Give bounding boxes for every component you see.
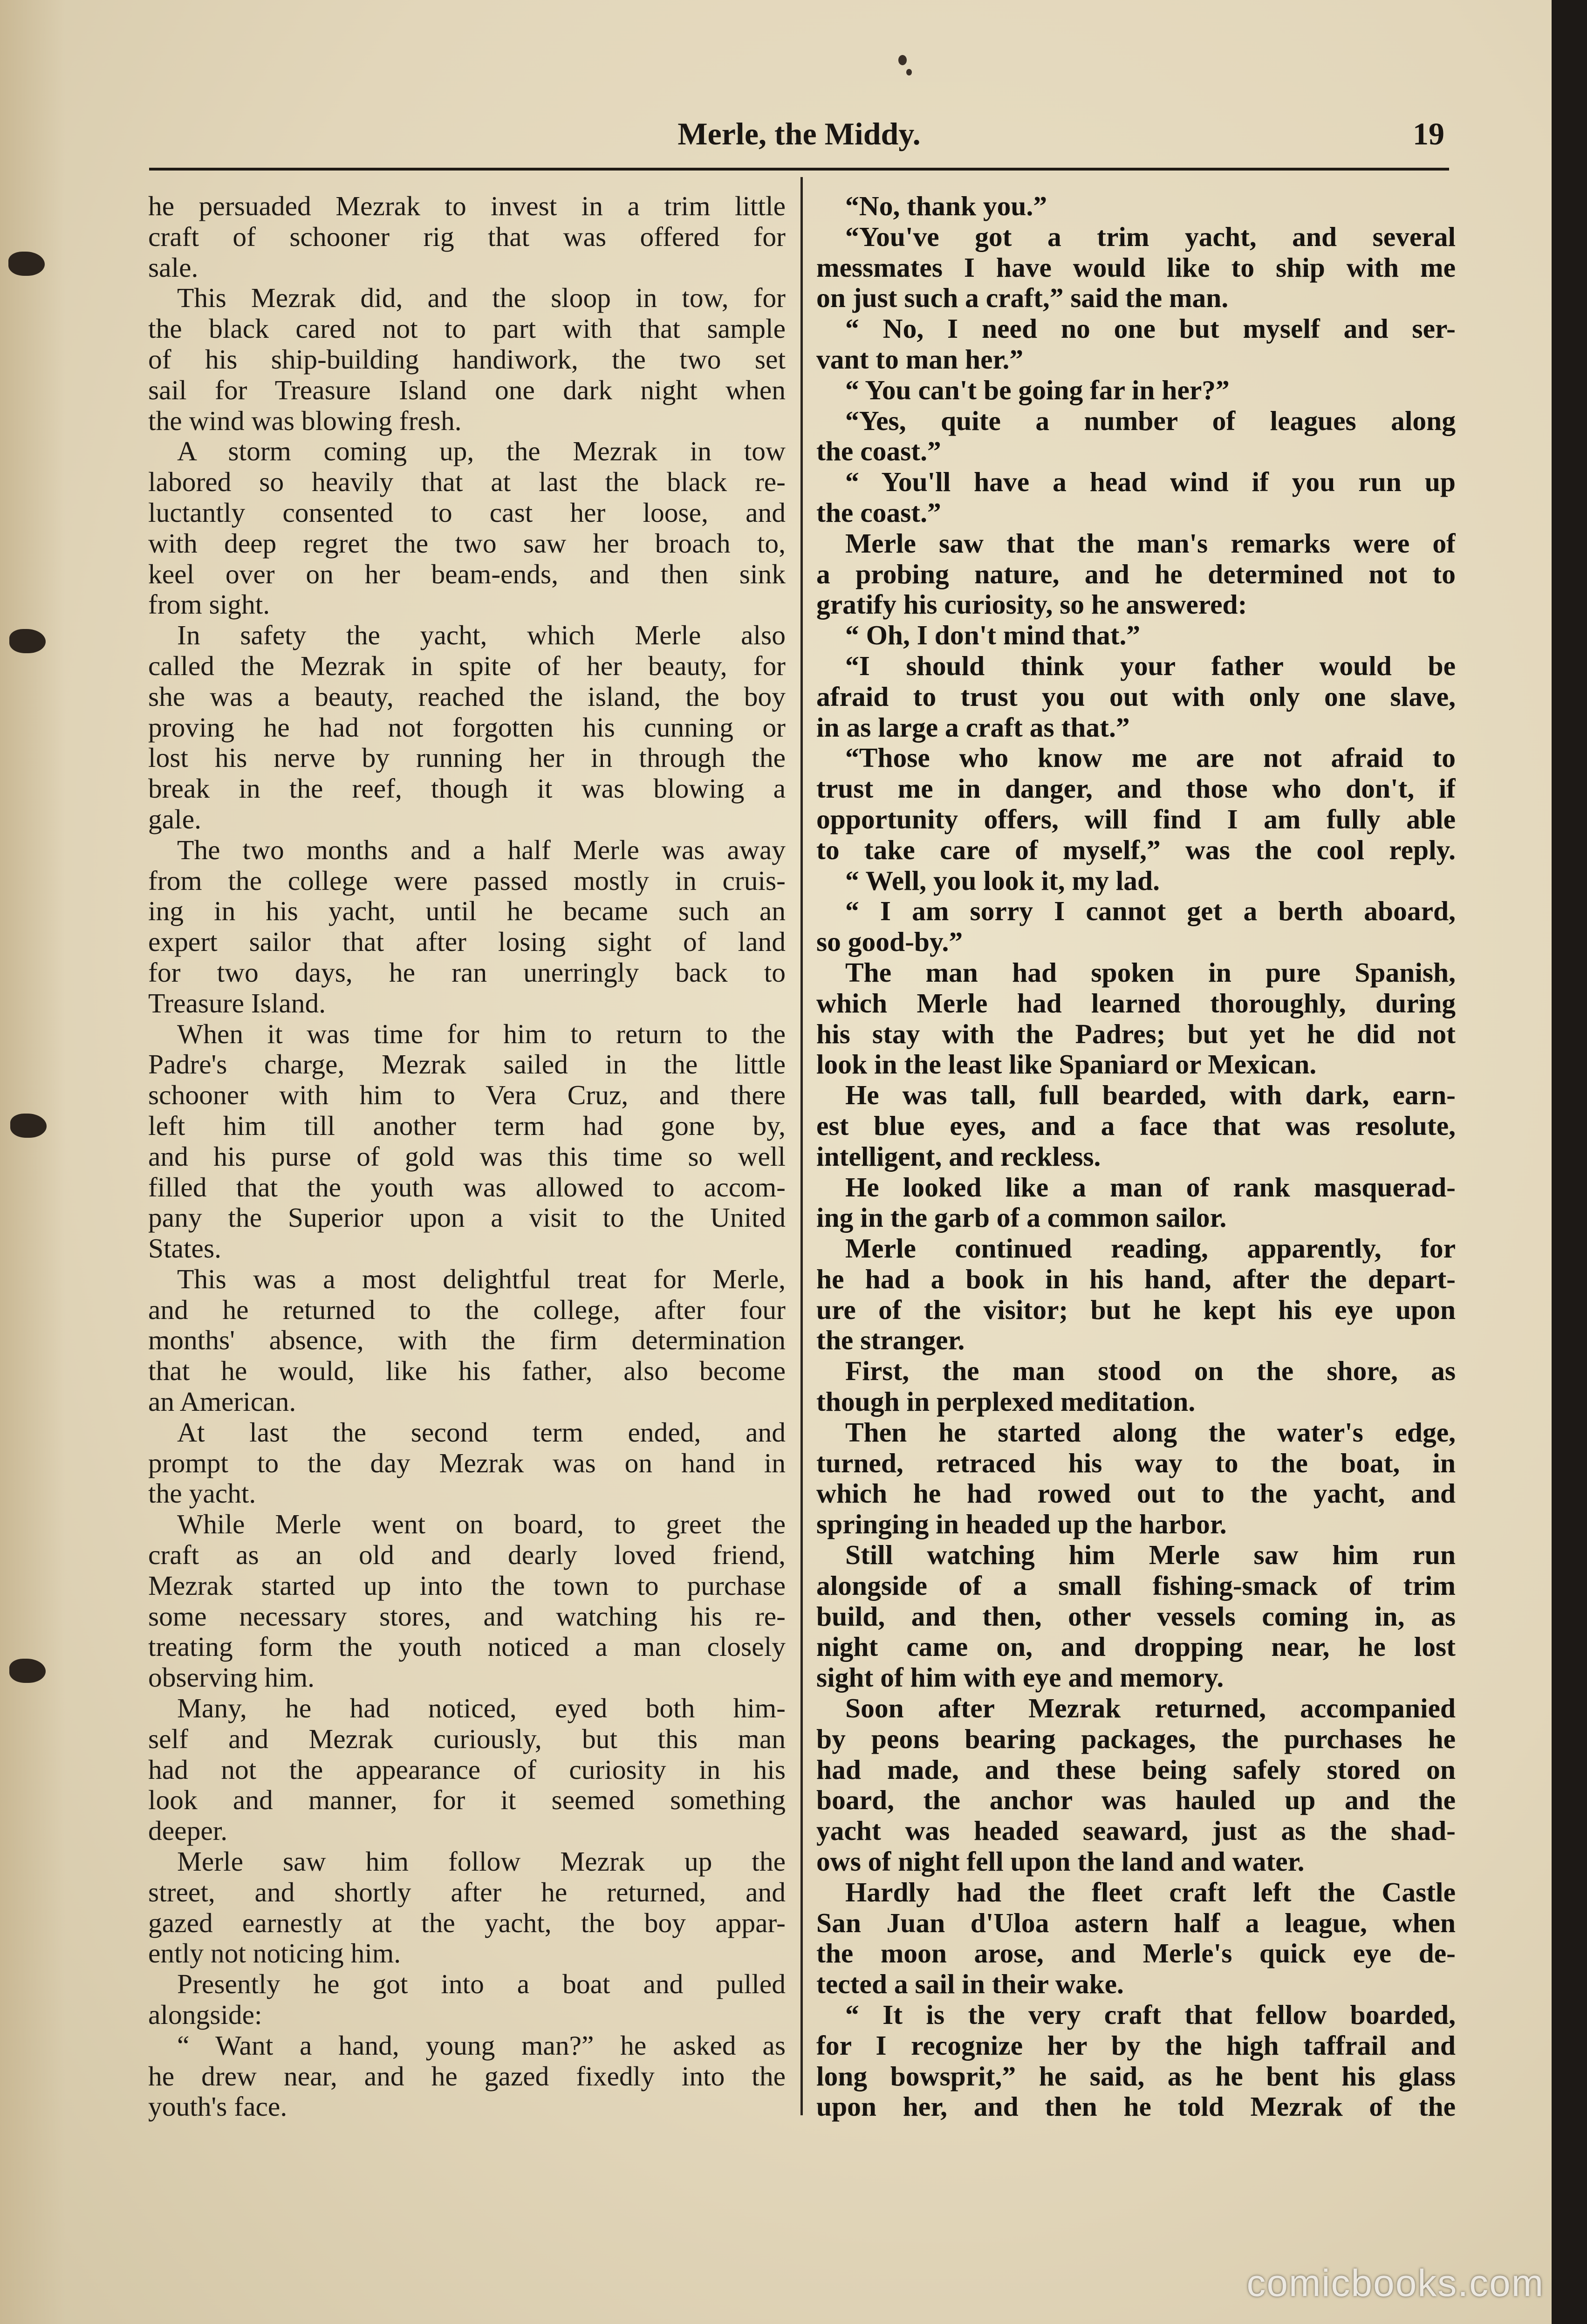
text-line: “ You can't be going far in her?” [845,375,1230,405]
text-line: self and Mezrak curiously, but this man [148,1723,786,1754]
text-line: youth's face. [148,2092,287,2122]
text-line: “You've got a trim yacht, and several [845,221,1456,252]
text-line: gale. [148,804,201,834]
text-line: Soon after Mezrak returned, accompanied [845,1693,1456,1724]
text-line: the black cared not to part with that sample [148,314,786,344]
text-line: proving he had not forgotten his cunning or [148,712,786,743]
text-line: yacht was headed seaward, just as the shad- [816,1816,1456,1846]
text-line: had made, and these being safely stored on [816,1754,1456,1785]
text-line: break in the reef, though it was blowing a [148,773,786,804]
text-line: Presently he got into a boat and pulled [177,1969,786,2000]
text-line: sale. [148,252,198,283]
text-line: some necessary stores, and watching his re- [148,1601,786,1632]
text-line: in as large a craft as that.” [816,712,1130,743]
text-line: alongside of a small fishing-smack of trim [816,1570,1456,1601]
text-line: Merle continued reading, apparently, for [845,1233,1456,1264]
text-line: ows of night fell upon the land and water. [816,1846,1305,1877]
text-line: “ Oh, I don't mind that.” [845,620,1141,651]
text-line: “ It is the very craft that fellow boarded, [845,2000,1456,2030]
page-edge [1552,0,1587,2324]
text-line: with deep regret the two saw her broach to, [148,528,786,559]
text-line: “Yes, quite a number of leagues along [845,405,1456,436]
page-header [149,111,1449,157]
text-line: schooner with him to Vera Cruz, and there [148,1080,786,1111]
text-line: the coast.” [816,497,941,528]
text-line: the yacht. [148,1478,256,1509]
text-line: look in the least like Spaniard or Mexican. [816,1049,1317,1080]
text-line: When it was time for him to return to the [177,1018,786,1049]
text-line: the coast.” [816,436,941,467]
text-line: deeper. [148,1816,228,1846]
text-line: for two days, he ran unerringly back to [148,957,786,988]
left-column [148,191,786,2122]
text-line: A storm coming up, the Mezrak in tow [177,436,786,467]
text-line: Mezrak started up into the town to purchase [148,1570,786,1601]
text-line: had not the appearance of curiosity in his [148,1754,786,1785]
text-line: “No, thank you.” [845,191,1047,221]
text-line: Many, he had noticed, eyed both him- [177,1693,786,1724]
text-line: “ Well, you look it, my lad. [845,865,1160,896]
text-line: look and manner, for it seemed something [148,1785,786,1816]
binding-hole [10,1114,47,1138]
ink-speck [898,55,907,65]
text-line: expert sailor that after losing sight of land [148,927,786,957]
text-line: the moon arose, and Merle's quick eye de- [816,1938,1456,1969]
text-line: intelligent, and reckless. [816,1141,1101,1172]
text-line: of his ship-building handiwork, the two set [148,344,786,375]
text-line: He looked like a man of rank masquerad- [845,1172,1456,1203]
text-line: a probing nature, and he determined not to [816,559,1456,589]
text-line: board, the anchor was hauled up and the [816,1785,1456,1816]
text-line: First, the man stood on the shore, as [845,1356,1456,1387]
text-line: “ You'll have a head wind if you run up [845,467,1456,498]
text-line: “Those who know me are not afraid to [845,743,1456,773]
text-line: “I should think your father would be [845,650,1456,681]
text-line: and his purse of gold was this time so well [148,1141,786,1172]
text-line: filled that the youth was allowed to accom- [148,1172,786,1203]
text-line: sight of him with eye and memory. [816,1662,1224,1693]
text-line: turned, retraced his way to the boat, in [816,1448,1456,1478]
text-line: ure of the visitor; but he kept his eye upon [816,1294,1456,1325]
text-line: messmates I have would like to ship with me [816,252,1456,283]
text-line: to take care of myself,” was the cool reply. [816,834,1456,865]
text-line: long bowsprit,” he said, as he bent his glass [816,2061,1456,2092]
binding-hole [9,1659,46,1683]
text-line: gratify his curiosity, so he answered: [816,589,1247,620]
text-line: the wind was blowing fresh. [148,405,462,436]
text-line: observing him. [148,1662,315,1693]
text-line: alongside: [148,2000,262,2030]
text-line: and he returned to the college, after four [148,1294,786,1325]
text-line: he had a book in his hand, after the depart- [816,1264,1456,1294]
text-line: by peons bearing packages, the purchases he [816,1723,1456,1754]
text-line: lost his nerve by running her in through the [148,743,786,773]
text-line: the stranger. [816,1325,965,1356]
text-line: he drew near, and he gazed fixedly into the [148,2061,786,2092]
text-line: she was a beauty, reached the island, the boy [148,681,786,712]
text-line: on just such a craft,” said the man. [816,283,1229,314]
text-line: The man had spoken in pure Spanish, [845,957,1456,988]
text-line: ently not noticing him. [148,1938,401,1969]
text-line: build, and then, other vessels coming in, as [816,1601,1456,1632]
text-line: street, and shortly after he returned, and [148,1877,786,1907]
text-line: “ No, I need no one but myself and ser- [845,314,1456,344]
text-line: an American. [148,1387,296,1417]
text-line: “ Want a hand, young man?” he asked as [177,2030,786,2061]
text-line: which Merle had learned thoroughly, during [816,988,1456,1018]
text-line: craft as an old and dearly loved friend, [148,1540,786,1571]
text-line: At last the second term ended, and [177,1417,786,1448]
text-line: gazed earnestly at the yacht, the boy appar- [148,1907,786,1938]
text-line: trust me in danger, and those who don't, if [816,773,1456,804]
text-line: Treasure Island. [148,988,326,1018]
text-line: so good-by.” [816,927,963,957]
binding-hole [8,252,45,276]
text-line: The two months and a half Merle was away [177,834,786,865]
text-line: In safety the yacht, which Merle also [177,620,786,651]
running-title: Merle, the Middy. [677,116,921,151]
text-line: Padre's charge, Mezrak sailed in the little [148,1049,786,1080]
watermark: comicbooks.com [1246,2262,1544,2304]
binding-hole [9,629,46,653]
text-line: craft of schooner rig that was offered for [148,221,786,252]
text-line: night came on, and dropping near, he lost [816,1632,1456,1662]
spine-shadow [0,0,65,2324]
text-line: opportunity offers, will find I am fully able [816,804,1456,834]
text-line: afraid to trust you out with only one slave, [816,681,1456,712]
text-line: est blue eyes, and a face that was resolute, [816,1110,1456,1141]
text-line: sail for Treasure Island one dark night when [148,375,786,405]
text-line: though in perplexed meditation. [816,1387,1196,1417]
text-line: springing in headed up the harbor. [816,1509,1227,1540]
text-line: This Mezrak did, and the sloop in tow, for [177,283,786,314]
text-line: prompt to the day Mezrak was on hand in [148,1448,786,1478]
text-line: Merle saw him follow Mezrak up the [177,1846,786,1877]
text-line: pany the Superior upon a visit to the United [148,1203,786,1233]
ink-speck [906,69,912,75]
text-line: months' absence, with the firm determination [148,1325,786,1356]
text-line: tected a sail in their wake. [816,1969,1124,2000]
text-line: his stay with the Padres; but yet he did not [816,1018,1456,1049]
text-line: San Juan d'Uloa astern half a league, when [816,1907,1456,1938]
text-line: for I recognize her by the high taffrail and [816,2030,1456,2061]
column-divider [800,177,803,2115]
text-line: Merle saw that the man's remarks were of [845,528,1456,559]
text-line: left him till another term had gone by, [148,1110,786,1141]
text-line: called the Mezrak in spite of her beauty, for [148,650,786,681]
text-line: Still watching him Merle saw him run [845,1540,1456,1571]
text-line: Then he started along the water's edge, [845,1417,1456,1448]
text-line: from sight. [148,589,270,620]
text-line: ing in the garb of a common sailor. [816,1203,1227,1233]
header-rule [149,168,1449,171]
text-line: labored so heavily that at last the black re- [148,467,786,498]
text-line: treating form the youth noticed a man closely [148,1632,786,1662]
text-line: he persuaded Mezrak to invest in a trim little [148,191,786,221]
page-number: 19 [1413,116,1444,151]
text-line: ing in his yacht, until he became such an [148,896,786,927]
text-line: keel over on her beam-ends, and then sink [148,559,786,589]
text-line: While Merle went on board, to greet the [177,1509,786,1540]
text-line: vant to man her.” [816,344,1024,375]
text-line: luctantly consented to cast her loose, and [148,497,786,528]
text-line: He was tall, full bearded, with dark, earn- [845,1080,1456,1111]
text-line: This was a most delightful treat for Merle, [177,1264,786,1294]
text-line: from the college were passed mostly in cruis- [148,865,786,896]
text-line: which he had rowed out to the yacht, and [816,1478,1456,1509]
text-line: States. [148,1233,222,1264]
right-column [816,191,1456,2122]
text-line: that he would, like his father, also become [148,1356,786,1387]
text-line: “ I am sorry I cannot get a berth aboard, [845,896,1456,927]
text-line: upon her, and then he told Mezrak of the [816,2092,1456,2122]
text-line: Hardly had the fleet craft left the Castle [845,1877,1456,1907]
